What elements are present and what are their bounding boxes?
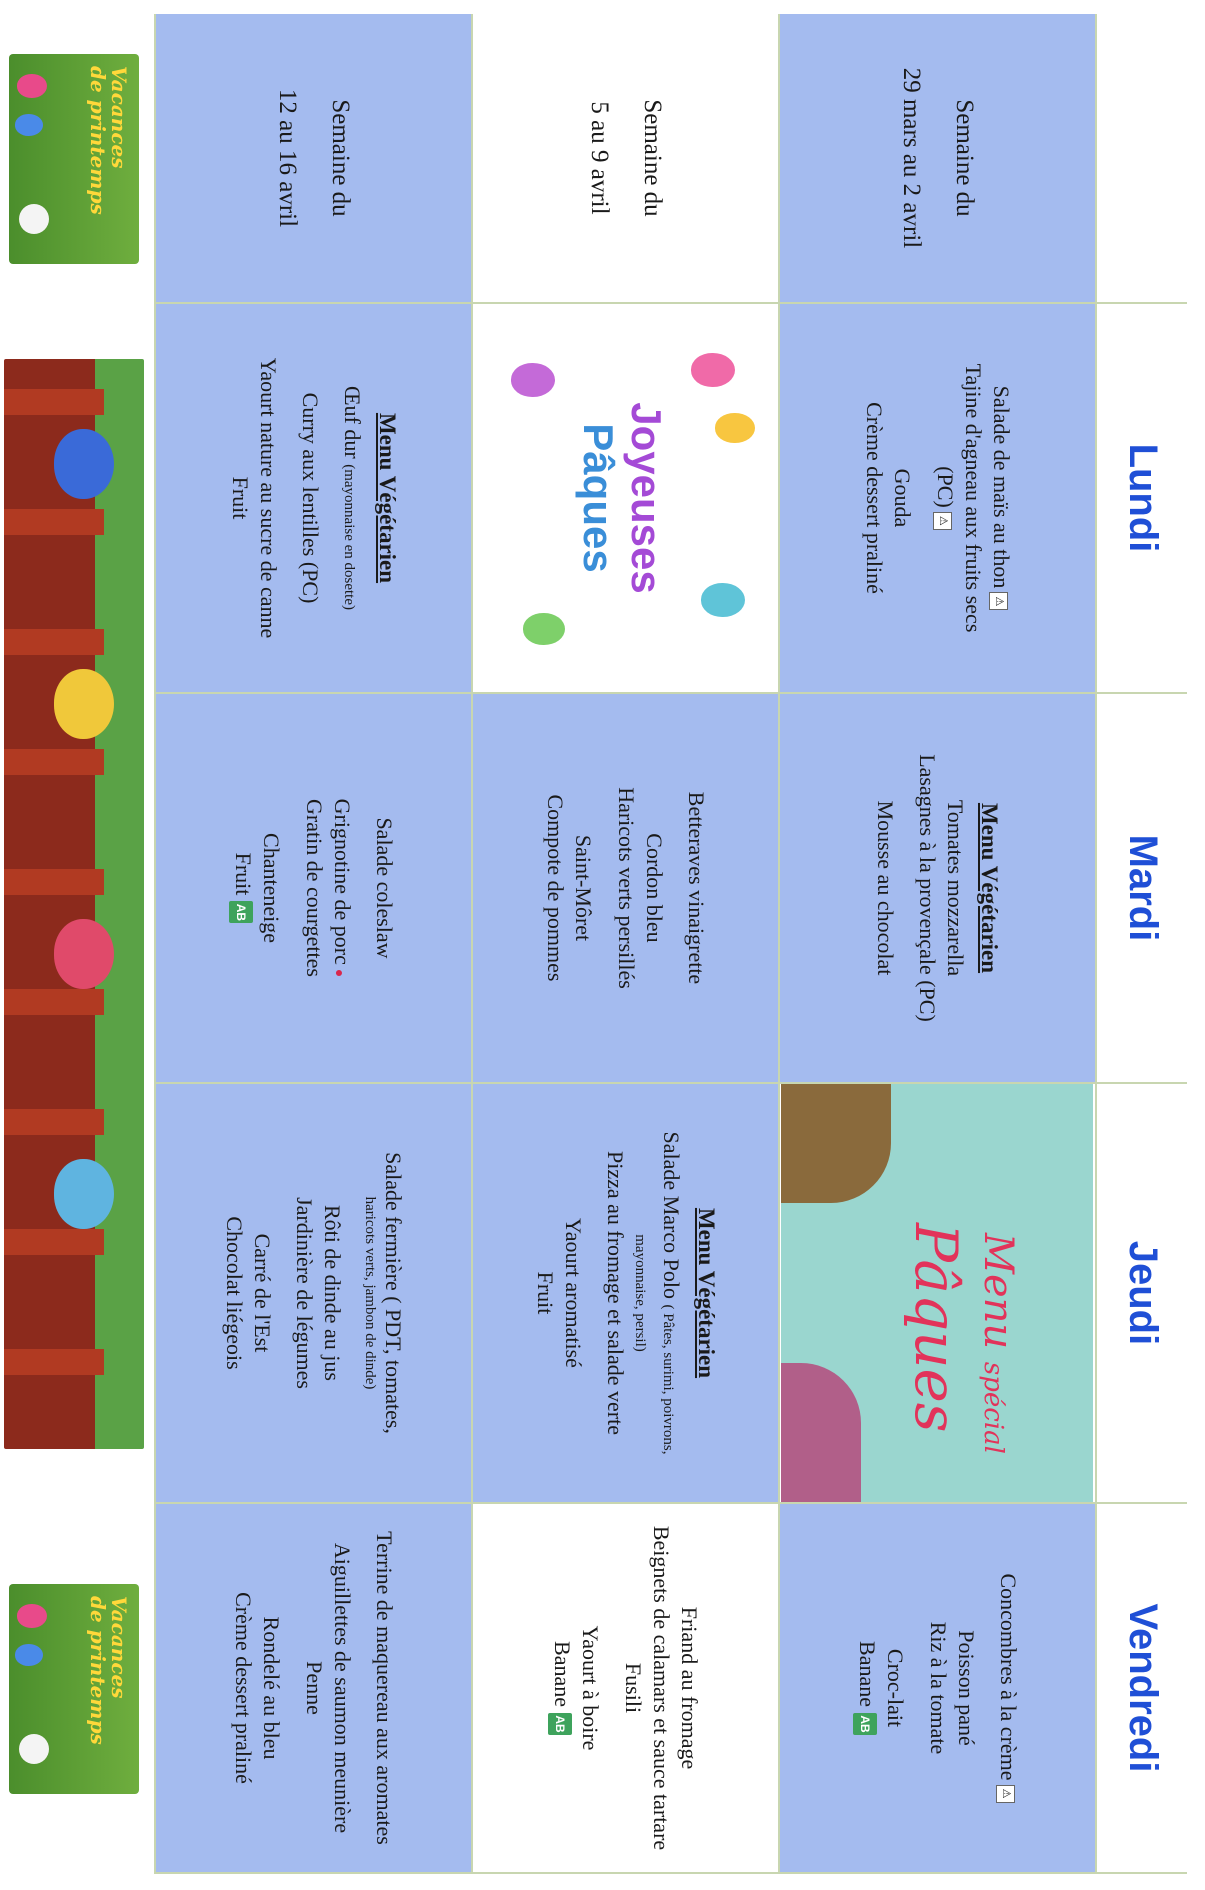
menu-special-paques-image [782,1084,1094,1503]
vacances-right [0,1504,154,1874]
bio-ab-icon: AB [548,1713,572,1735]
easter-fence-image [4,359,144,1449]
flower-icon [19,1734,49,1764]
week-dates: 12 au 16 avril [274,88,302,228]
menu-item: Jardinière de légumes [291,1197,317,1389]
menu-vegetarien-title: Menu Végétarien [977,802,1003,974]
menu-item: Gratin de courgettes [301,799,327,977]
week-line: Semaine du [639,99,666,217]
menu-item: BananeAB [548,1641,576,1735]
fence-post-icon [4,989,104,1015]
menu-item: Carré de l'Est [249,1233,275,1353]
week-1-lundi [778,304,1095,694]
week-2-vendredi [471,1504,778,1874]
egg-icon [54,1159,114,1229]
warning-badge-icon: ⚠ [933,512,952,530]
menu-item: Riz à la tomate [925,1621,951,1755]
menu-item: Pizza au fromage et salade verte [602,1150,628,1435]
week-dates: 29 mars au 2 avril [898,67,926,249]
week-line: Semaine du [327,99,354,217]
day-label: Lundi [1120,443,1165,553]
menu-vegetarien-title: Menu Végétarien [693,1207,719,1379]
menu-item: Cordon bleu [641,833,667,943]
menu-item: (PC)⚠ [930,466,958,530]
week-3-label [154,14,471,304]
joyeuses-paques-image [486,333,766,663]
egg-icon [512,363,556,397]
week-1-jeudi [778,1084,1095,1504]
menu-item: Salade Marco Polo ( Pâtes, surimi, poivrons, mayonnaise, persil) [632,1131,685,1455]
menu-vegetarien-title: Menu Végétarien [374,412,400,584]
bio-ab-icon: AB [229,901,253,923]
menu-item: Aiguillettes de saumon meunière [329,1542,355,1834]
menu-item: Œuf dur (mayonnaise en dosette) [340,386,366,610]
week-2-mardi [471,694,778,1084]
menu-item: BananeAB [853,1641,881,1735]
egg-icon [702,583,746,617]
menu-item: Concombres à la crème⚠ [994,1573,1022,1802]
menu-item: Yaourt à boire [578,1625,604,1751]
menu-item: Fusili [620,1662,646,1714]
fence-post-icon [4,869,104,895]
image-text: Vacances de printemps [86,1596,131,1745]
bio-ab-icon: AB [853,1713,877,1735]
menu-item: Fruit [227,476,253,520]
week-1-vendredi [778,1504,1095,1874]
menu-item: Fruit [532,1271,558,1315]
week-3-jeudi [154,1084,471,1504]
fence-post-icon [4,509,104,535]
fence-post-icon [4,1229,104,1255]
fence-post-icon [4,1109,104,1135]
warning-badge-icon: ⚠ [989,592,1008,610]
fence-post-icon [4,389,104,415]
menu-item: Rôti de dinde au jus [320,1205,346,1381]
egg-icon [524,613,566,645]
fence-post-icon [4,1349,104,1375]
image-text: Pâques [902,1223,971,1433]
image-text: Joyeuses Pâques [575,402,671,594]
menu-item: Mousse au chocolat [872,800,898,976]
day-label: Mardi [1120,834,1165,942]
menu-item: Betteraves vinaigrette [683,791,709,985]
menu-item: Penne [301,1661,327,1715]
week-2-jeudi [471,1084,778,1504]
header-mardi [1095,694,1187,1084]
vacances-printemps-image [9,1584,139,1794]
menu-item: Croc-lait [883,1648,909,1728]
menu-item: Crème dessert praliné [862,402,888,594]
week-1-label [778,14,1095,304]
week-3-vendredi [154,1504,471,1874]
week-dates: 5 au 9 avril [586,101,614,215]
nest-icon [782,1084,892,1203]
week-line: Semaine du [951,99,978,217]
menu-item-detail: haricots verts, jambon de dinde) [362,1196,379,1390]
fence-post-icon [4,629,104,655]
header-corner [1095,14,1187,304]
header-lundi [1095,304,1187,694]
menu-item: Lasagnes à la provençale (PC) [914,754,940,1022]
menu-item: Friand au fromage [676,1606,702,1770]
egg-icon [54,669,114,739]
egg-icon [54,919,114,989]
menu-grid [12,14,1187,1874]
egg-icon [17,1604,47,1628]
fence-post-icon [4,749,104,775]
menu-item: Salade coleslaw [371,817,397,959]
vacances-printemps-image [9,54,139,264]
week-2-label [471,14,778,304]
menu-item: Tajine d'agneau aux fruits secs [960,363,986,633]
egg-icon [15,1644,43,1666]
menu-item: Rondelé au bleu [259,1616,285,1760]
menu-item: Poisson pané [953,1630,979,1746]
flower-icon [19,204,49,234]
menu-item: FruitAB [229,853,257,924]
menu-item: Tomates mozzarella [943,799,969,977]
egg-icon [54,429,114,499]
day-label: Jeudi [1120,1240,1165,1346]
image-text: Menu spécial [975,1233,1022,1454]
fence-banner-cell [0,304,154,1504]
week-3-lundi [154,304,471,694]
week-1-mardi [778,694,1095,1084]
header-jeudi [1095,1084,1187,1504]
pork-dot-icon: ● [330,968,346,978]
image-text: Vacances de printemps [86,66,131,215]
warning-badge-icon: ⚠ [996,1785,1015,1803]
menu-item: Grignotine de porc● [329,798,355,978]
header-vendredi [1095,1504,1187,1874]
menu-item: Curry aux lentilles (PC) [297,392,323,604]
egg-icon [716,413,756,443]
week-3-mardi [154,694,471,1084]
egg-icon [15,114,43,136]
menu-item: Gouda [890,468,916,528]
menu-item: Salade fermière ( PDT, tomates, [381,1152,407,1434]
tulip-icon [782,1363,862,1503]
menu-item: Compote de pommes [543,794,569,982]
menu-item: Salade de maïs au thon⚠ [987,386,1015,611]
week-2-lundi [471,304,778,694]
menu-item: Yaourt nature au sucre de canne [255,357,281,639]
egg-icon [692,353,736,387]
menu-item: Yaourt aromatisé [560,1218,586,1368]
egg-icon [17,74,47,98]
menu-item: Chanteneige [259,833,285,943]
menu-item: Beignets de calamars et sauce tartare [648,1525,674,1851]
menu-item: Crème dessert praliné [231,1592,257,1784]
day-label: Vendredi [1120,1603,1165,1773]
menu-item: Saint-Môret [571,834,597,942]
vacances-left [0,14,154,304]
menu-item: Chocolat liégeois [221,1216,247,1370]
menu-item: Haricots verts persillés [613,787,639,989]
menu-item: Terrine de maquereau aux aromates [371,1531,397,1845]
